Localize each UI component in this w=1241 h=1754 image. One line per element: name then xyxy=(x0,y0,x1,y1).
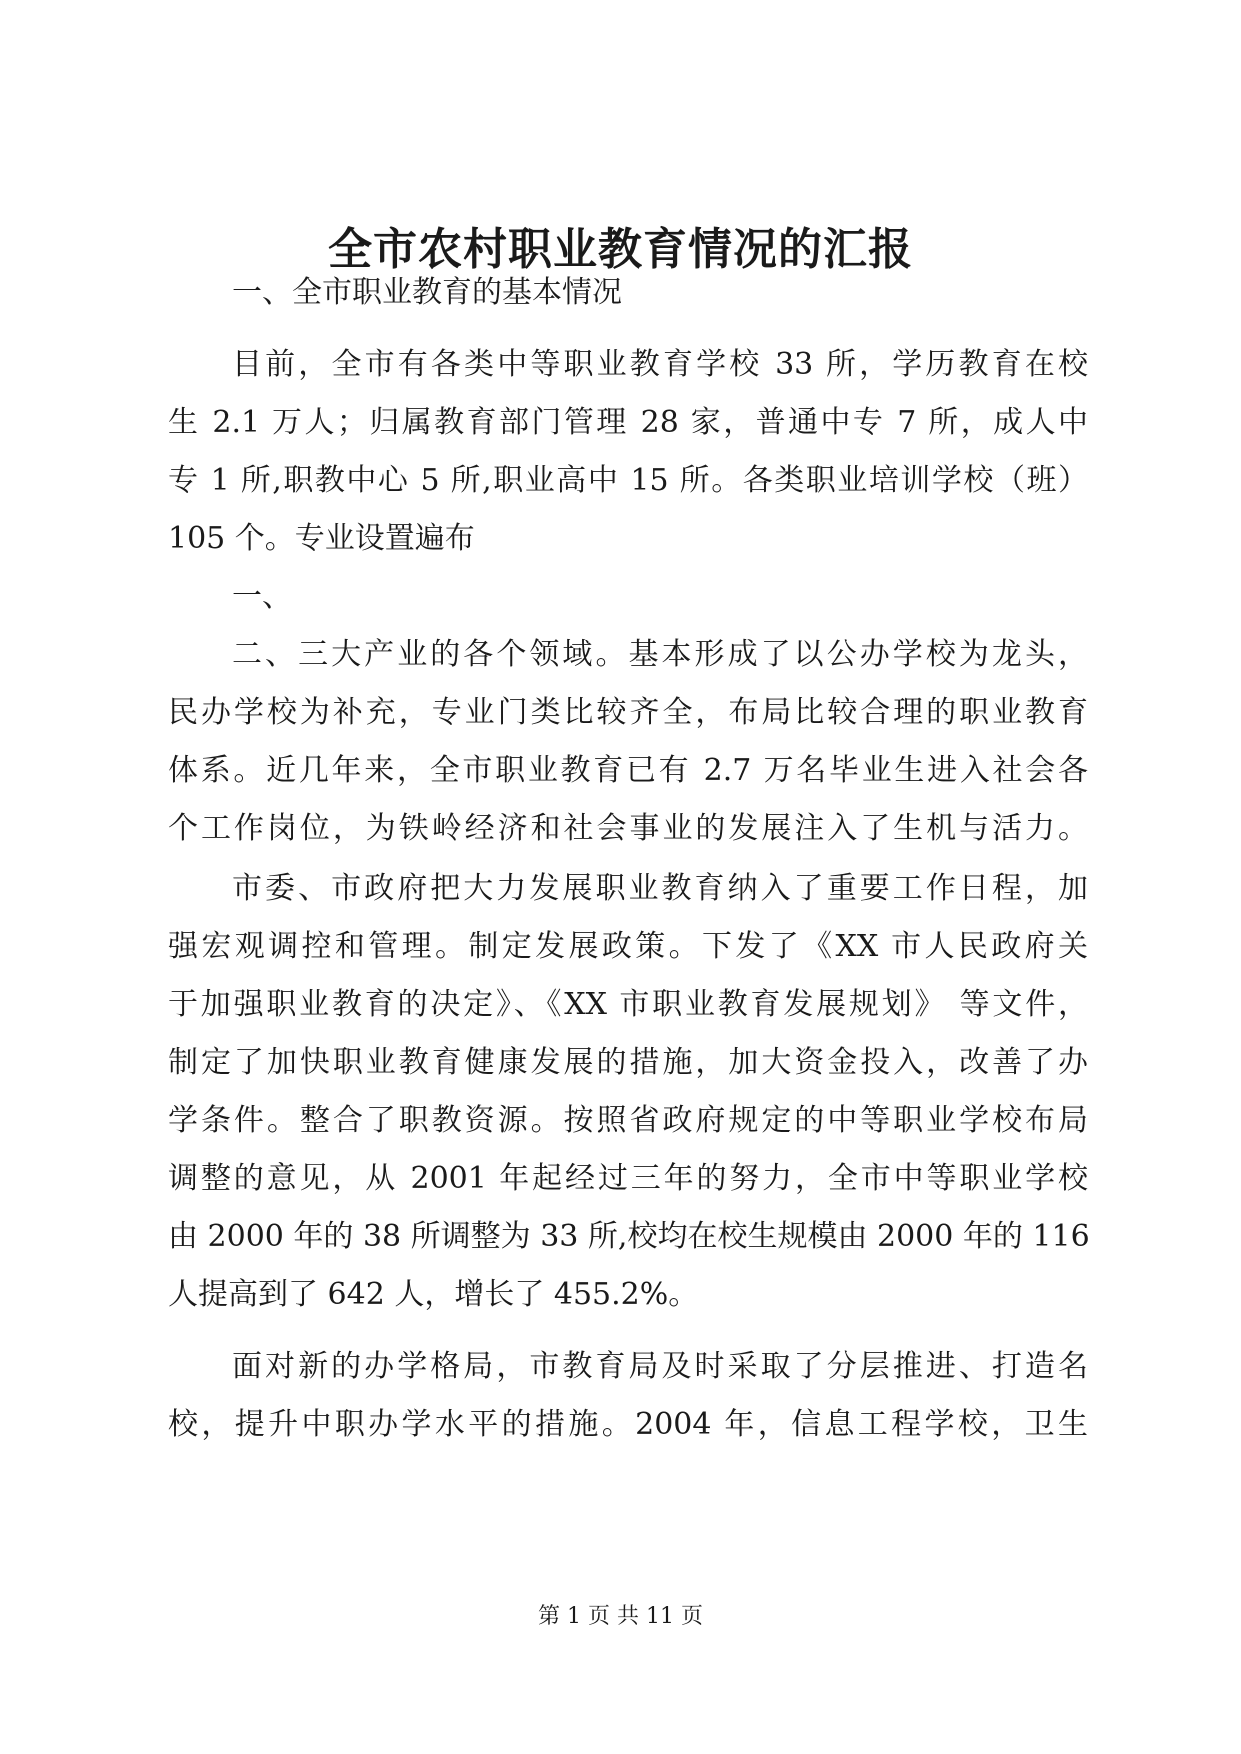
paragraph-line: 市委、市政府把大力发展职业教育纳入了重要工作日程，加 xyxy=(232,871,1088,906)
paragraph-line: 由 2000 年的 38 所调整为 33 所,校均在校生规模由 2000 年的 116 xyxy=(168,1219,1090,1254)
paragraph-line: 生 2.1 万人；归属教育部门管理 28 家，普通中专 7 所，成人中 xyxy=(168,405,1088,440)
paragraph-line: 面对新的办学格局，市教育局及时采取了分层推进、打造名 xyxy=(232,1349,1088,1384)
paragraph-line: 105 个。专业设置遍布 xyxy=(168,521,475,556)
paragraph-line: 人提高到了 642 人，增长了 455.2%。 xyxy=(168,1277,699,1312)
paragraph-line: 民办学校为补充，专业门类比较齐全，布局比较合理的职业教育 xyxy=(168,695,1088,730)
section-heading: 一、全市职业教育的基本情况 xyxy=(232,275,622,310)
document-title: 全市农村职业教育情况的汇报 xyxy=(328,224,913,275)
paragraph-line: 制定了加快职业教育健康发展的措施，加大资金投入，改善了办 xyxy=(168,1045,1088,1080)
paragraph-line: 校，提升中职办学水平的措施。2004 年，信息工程学校，卫生 xyxy=(168,1407,1088,1442)
paragraph-line: 一、 xyxy=(232,579,292,614)
paragraph-line: 体系。近几年来，全市职业教育已有 2.7 万名毕业生进入社会各 xyxy=(168,753,1088,788)
paragraph-line: 专 1 所,职教中心 5 所,职业高中 15 所。各类职业培训学校（班） xyxy=(168,463,1088,498)
paragraph-line: 于加强职业教育的决定》、《XX 市职业教育发展规划》 等文件， xyxy=(168,987,1088,1022)
paragraph-line: 二、三大产业的各个领域。基本形成了以公办学校为龙头， xyxy=(232,637,1088,672)
paragraph-line: 调整的意见，从 2001 年起经过三年的努力，全市中等职业学校 xyxy=(168,1161,1088,1196)
paragraph-line: 强宏观调控和管理。制定发展政策。下发了《XX 市人民政府关 xyxy=(168,929,1088,964)
paragraph-line: 个工作岗位，为铁岭经济和社会事业的发展注入了生机与活力。 xyxy=(168,811,1088,846)
paragraph-line: 学条件。整合了职教资源。按照省政府规定的中等职业学校布局 xyxy=(168,1103,1088,1138)
page-number-footer: 第 1 页 共 11 页 xyxy=(538,1604,703,1629)
paragraph-line: 目前，全市有各类中等职业教育学校 33 所，学历教育在校 xyxy=(232,347,1088,382)
